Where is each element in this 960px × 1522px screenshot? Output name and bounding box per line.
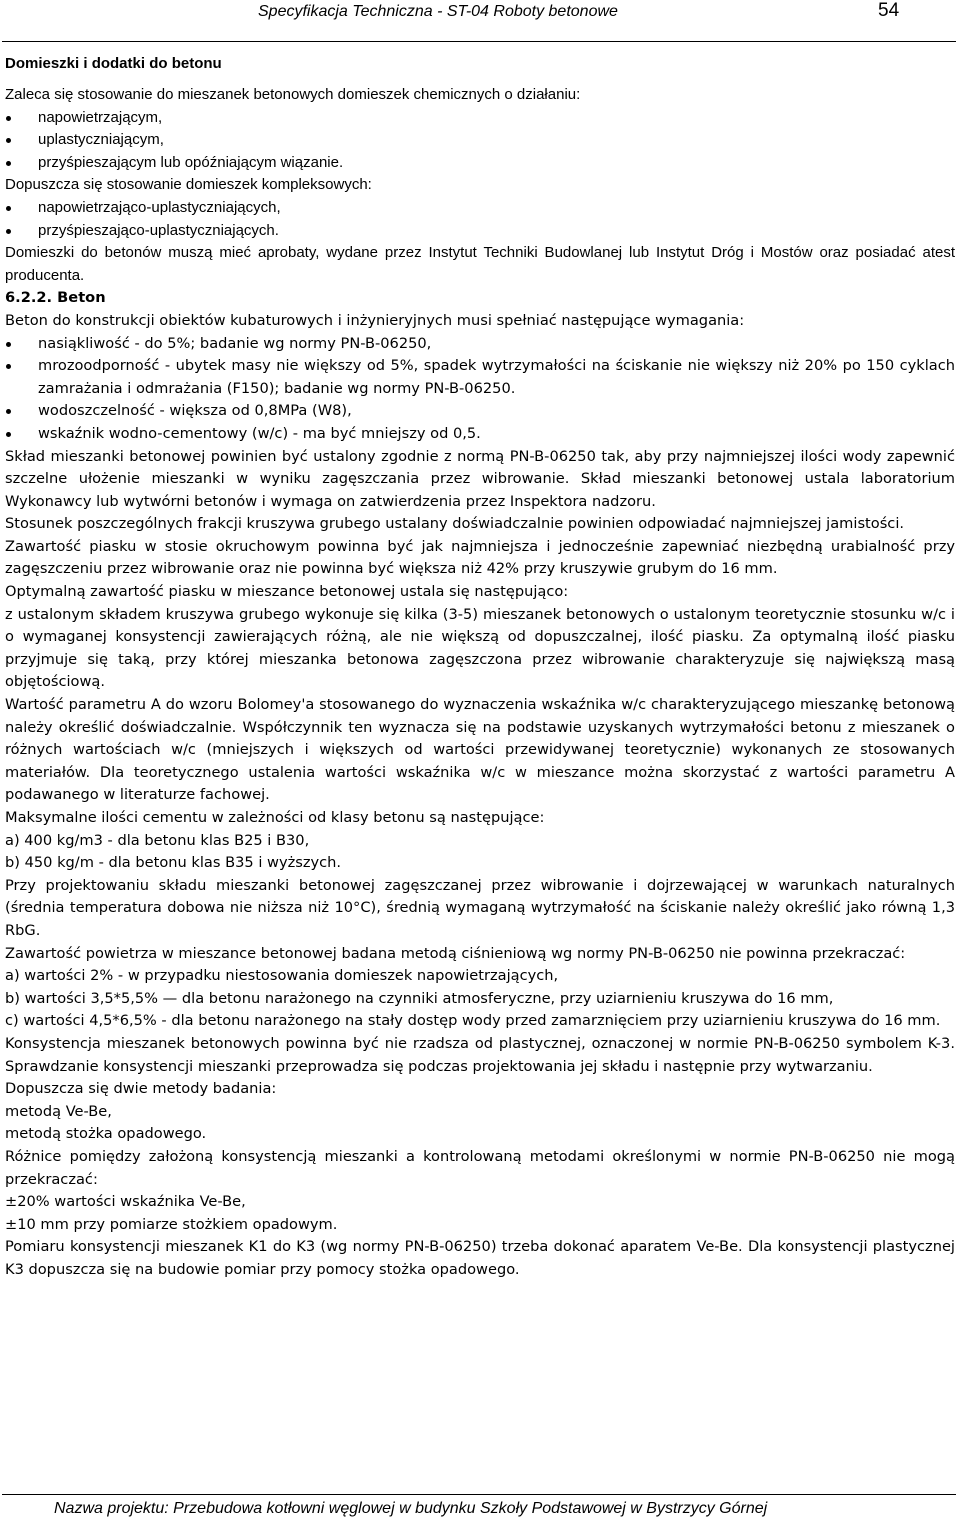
list-item: nasiąkliwość - do 5%; badanie wg normy PN-B-06250, bbox=[5, 333, 955, 356]
list-item: mrozoodporność - ubytek masy nie większy od 5%, spadek wytrzymałości na ściskanie nie większy niż 20% po 150 cyklach zamrażania i odmrażania (F150); badanie wg normy PN-B-06250. bbox=[5, 355, 955, 400]
project-name: Nazwa projektu: Przebudowa kotłowni węglowej w budynku Szkoły Podstawowej w Bystrzycy Górnej bbox=[54, 1500, 768, 1517]
section-heading-admixtures: Domieszki i dodatki do betonu bbox=[5, 55, 222, 72]
page-header bbox=[0, 0, 960, 44]
list-item: c) wartości 4,5*6,5% - dla betonu narażonego na stały dostęp wody przed zamarznięciem przy uziarnieniu kruszywa do 16 mm. bbox=[5, 1012, 941, 1030]
paragraph: Wartość parametru A do wzoru Bolomey'a stosowanego do wyznaczenia wskaźnika w/c charakteryzującego mieszankę betonową należy określić doświadczalnie. Współczynnik ten wyznacza się na podstawie uzyskanych wytrzymałości betonu z mieszanek o różnych wartościach w/c (mniejszych i większych od wartości przewidywanej teoretycznie) wykonanych ze stosowanych materiałów. Dla teoretycznego ustalenia wartości wskaźnika w/c w mieszance można skorzystać z wartości parametru A podawanego w literaturze fachowej. bbox=[5, 696, 955, 804]
paragraph: Stosunek poszczególnych frakcji kruszywa grubego ustalany doświadczalnie powinien odpowiadać najmniejszej jamistości. bbox=[5, 515, 905, 533]
paragraph: z ustalonym składem kruszywa grubego wykonuje się kilka (3-5) mieszanek betonowych o ustalonym teoretycznie stosunku w/c i o wymaganej konsystencji zawierających różną, ale nie większą od dopuszczalnej, ilość piasku. Za optymalną ilość piasku przyjmuje się taką, przy której mieszanka betonowa zagęszczona przez wibrowanie charakteryzuje się największą masą objętościową. bbox=[5, 605, 955, 691]
paragraph: ±10 mm przy pomiarze stożkiem opadowym. bbox=[5, 1215, 338, 1233]
list-item: b) 450 kg/m - dla betonu klas B35 i wyższych. bbox=[5, 854, 342, 872]
list-item: wodoszczelność - większa od 0,8MPa (W8), bbox=[5, 400, 955, 423]
paragraph: Maksymalne ilości cementu w zależności od klasy betonu są następujące: bbox=[5, 809, 545, 826]
paragraph: Optymalną zawartość piasku w mieszance betonowej ustala się następująco: bbox=[5, 583, 569, 601]
list-item: napowietrzająco-uplastyczniających, bbox=[5, 197, 955, 220]
paragraph: Skład mieszanki betonowej powinien być ustalony zgodnie z normą PN-B-06250 tak, aby przy najmniejszej ilości wody zapewnić szczelne ułożenie mieszanki w wyniku zagęszczania przez wibrowanie. Skład mieszanki betonowej ustala laboratorium Wykonawcy lub wytwórni betonów i wymaga on zatwierdzenia przez Inspektora nadzoru. bbox=[5, 447, 955, 510]
paragraph: Dopuszcza się stosowanie domieszek kompleksowych: bbox=[5, 176, 372, 194]
paragraph: metodą stożka opadowego. bbox=[5, 1125, 207, 1143]
list-item: przyśpieszająco-uplastyczniających. bbox=[5, 220, 955, 243]
paragraph: Konsystencja mieszanek betonowych powinna być nie rzadsza od plastycznej, oznaczonej w normie PN-B-06250 symbolem K-3. Sprawdzanie konsystencji mieszanki przeprowadza się podczas projektowania jej składu i następnie przy wytwarzaniu. bbox=[5, 1034, 955, 1075]
paragraph: Domieszki do betonów muszą mieć aprobaty, wydane przez Instytut Techniki Budowlanej lub Instytut Dróg i Mostów oraz posiadać atest producenta. bbox=[5, 244, 955, 284]
page-number: 54 bbox=[878, 0, 900, 21]
paragraph: Zaleca się stosowanie do mieszanek betonowych domieszek chemicznych o działaniu: bbox=[5, 86, 581, 103]
list-item: a) wartości 2% - w przypadku niestosowania domieszek napowietrzających, bbox=[5, 967, 559, 985]
paragraph: Przy projektowaniu składu mieszanki betonowej zagęszczanej przez wibrowanie i dojrzewającej w warunkach naturalnych (średnia temperatura dobowa nie niższa niż 10°C), średnią wymaganą wytrzymałość na ściskanie należy określić jako równą 1,3 RbG. bbox=[5, 876, 955, 939]
paragraph: Zawartość powietrza w mieszance betonowej badana metodą ciśnieniową wg normy PN-B-06250 nie powinna przekraczać: bbox=[5, 944, 906, 962]
paragraph: Beton do konstrukcji obiektów kubaturowych i inżynieryjnych musi spełniać następujące wymagania: bbox=[5, 311, 745, 329]
paragraph: Różnice pomiędzy założoną konsystencją mieszanki a kontrolowaną metodami określonymi w normie PN-B-06250 nie mogą przekraczać: bbox=[5, 1147, 955, 1188]
list-item: b) wartości 3,5*5,5% — dla betonu narażonego na czynniki atmosferyczne, przy uziarnieniu kruszywa do 16 mm, bbox=[5, 989, 834, 1007]
list-item: a) 400 kg/m3 - dla betonu klas B25 i B30, bbox=[5, 831, 310, 849]
paragraph: ±20% wartości wskaźnika Ve-Be, bbox=[5, 1193, 246, 1211]
list-item: przyśpieszającym lub opóźniającym wiązanie. bbox=[5, 152, 955, 175]
page-footer bbox=[0, 1494, 960, 1522]
list-item: napowietrzającym, bbox=[5, 107, 955, 130]
paragraph: Dopuszcza się dwie metody badania: bbox=[5, 1080, 277, 1098]
list-item: uplastyczniającym, bbox=[5, 129, 955, 152]
requirements-list bbox=[5, 333, 955, 446]
paragraph: metodą Ve-Be, bbox=[5, 1102, 112, 1120]
document-body bbox=[5, 52, 955, 1281]
paragraph: Zawartość piasku w stosie okruchowym powinna być jak najmniejsza i jednocześnie zapewniać niezbędną urabialność przy zagęszczeniu przez wibrowanie oraz nie powinna być większa niż 42% przy kruszywie grubym do 16 mm. bbox=[5, 537, 955, 578]
section-heading-concrete: 6.2.2. Beton bbox=[5, 289, 106, 307]
paragraph: Pomiaru konsystencji mieszanek K1 do K3 (wg normy PN-B-06250) trzeba dokonać aparatem Ve-Be. Dla konsystencji plastycznej K3 dopuszcza się na budowie pomiar przy pomocy stożka opadowego. bbox=[5, 1238, 955, 1278]
footer-rule bbox=[2, 1494, 956, 1495]
admixture-list bbox=[5, 107, 955, 175]
document-title: Specyfikacja Techniczna - ST-04 Roboty betonowe bbox=[258, 3, 618, 20]
header-rule bbox=[2, 41, 956, 42]
complex-admixture-list bbox=[5, 197, 955, 242]
list-item: wskaźnik wodno-cementowy (w/c) - ma być mniejszy od 0,5. bbox=[5, 423, 955, 446]
